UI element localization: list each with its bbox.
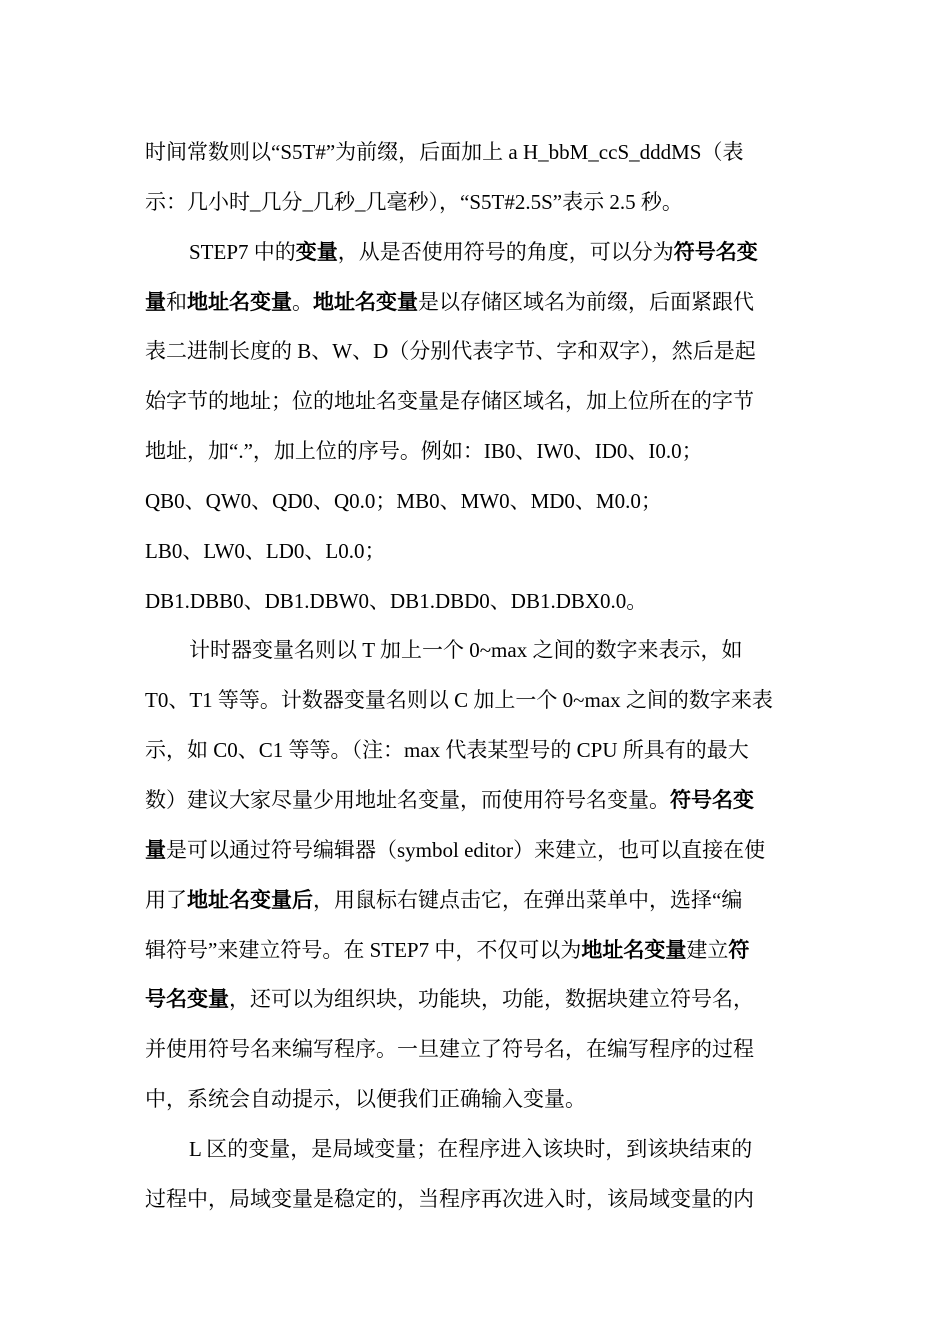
text-run: 数）建议大家尽量少用地址名变量，而使用符号名变量。	[145, 787, 670, 812]
text-line	[145, 975, 810, 1025]
text-run: 。	[292, 289, 313, 314]
text-run: 建立	[686, 937, 729, 962]
text-run: 辑符号”来建立符号。在 STEP7 中，不仅可以为	[145, 937, 582, 962]
text-run: 表二进制长度的 B、W、D（分别代表字节、字和双字），然后是起	[145, 339, 756, 364]
text-run: 地址，加“.”，加上位的序号。例如：IB0、IW0、ID0、I0.0；	[145, 439, 703, 464]
bold-term: 符	[728, 937, 750, 962]
bold-term: 变量	[295, 239, 338, 264]
text-run: 和	[166, 289, 187, 314]
bold-term: 地址名变量	[581, 937, 687, 962]
bold-term: 符号名变	[670, 787, 754, 812]
text-run: 并使用符号名来编写程序。一旦建立了符号名，在编写程序的过程	[145, 1037, 754, 1062]
text-run: 示：几小时_几分_几秒_几毫秒），“S5T#2.5S”表示 2.5 秒。	[145, 189, 683, 214]
text-run: LB0、LW0、LD0、L0.0；	[145, 538, 386, 563]
text-run: ，还可以为组织块，功能块，功能，数据块建立符号名，	[229, 987, 754, 1012]
text-run: 计时器变量名则以 T 加上一个 0~max 之间的数字来表示，如	[189, 638, 743, 663]
text-line	[145, 676, 810, 726]
bold-term: 符号名变	[673, 239, 758, 264]
bold-term: 号名变量	[145, 987, 229, 1012]
paragraph-first-line	[145, 1125, 810, 1175]
body-text	[145, 128, 810, 1225]
text-run: L 区的变量，是局域变量；在程序进入该块时，到该块结束的	[189, 1136, 753, 1161]
bold-term: 地址名变量	[187, 289, 292, 314]
text-run: T0、T1 等等。计数器变量名则以 C 加上一个 0~max 之间的数字来表	[145, 688, 773, 713]
text-line	[145, 826, 810, 876]
bold-term: 地址名变量后	[187, 887, 313, 912]
paragraph-first-line	[145, 626, 810, 676]
text-line	[145, 776, 810, 826]
text-line	[145, 577, 810, 627]
text-line	[145, 427, 810, 477]
text-run: 示，如 C0、C1 等等。（注：max 代表某型号的 CPU 所具有的最大	[145, 738, 749, 763]
bold-term: 地址名变量	[313, 289, 418, 314]
text-run: DB1.DBB0、DB1.DBW0、DB1.DBD0、DB1.DBX0.0。	[145, 588, 648, 613]
text-line	[145, 926, 810, 976]
paragraph-first-line	[145, 228, 810, 278]
text-line	[145, 1175, 810, 1225]
text-line	[145, 477, 810, 527]
bold-term: 量	[145, 837, 166, 862]
text-run: ，从是否使用符号的角度，可以分为	[337, 239, 674, 264]
text-run: ，用鼠标右键点击它，在弹出菜单中，选择“编	[313, 887, 743, 912]
text-line	[145, 327, 810, 377]
text-run: 始字节的地址；位的地址名变量是存储区域名，加上位所在的字节	[145, 389, 754, 414]
text-run: 过程中，局域变量是稳定的，当程序再次进入时，该局域变量的内	[145, 1186, 754, 1211]
text-run: 时间常数则以“S5T#”为前缀，后面加上 a H_bbM_ccS_dddMS（表	[145, 140, 744, 164]
text-line	[145, 278, 810, 328]
text-run: STEP7 中的	[189, 239, 296, 264]
text-run: QB0、QW0、QD0、Q0.0；MB0、MW0、MD0、M0.0；	[145, 488, 662, 513]
text-line	[145, 726, 810, 776]
text-line	[145, 527, 810, 577]
bold-term: 量	[145, 289, 166, 314]
text-line	[145, 1075, 810, 1125]
text-run: 中，系统会自动提示，以便我们正确输入变量。	[145, 1087, 586, 1112]
text-line	[145, 178, 810, 228]
text-line	[145, 876, 810, 926]
text-run: 是可以通过符号编辑器（symbol editor）来建立，也可以直接在使	[166, 837, 766, 862]
text-line	[145, 377, 810, 427]
text-run: 用了	[145, 887, 187, 912]
text-line	[145, 128, 810, 178]
text-line	[145, 1025, 810, 1075]
text-run: 是以存储区域名为前缀，后面紧跟代	[418, 289, 754, 314]
